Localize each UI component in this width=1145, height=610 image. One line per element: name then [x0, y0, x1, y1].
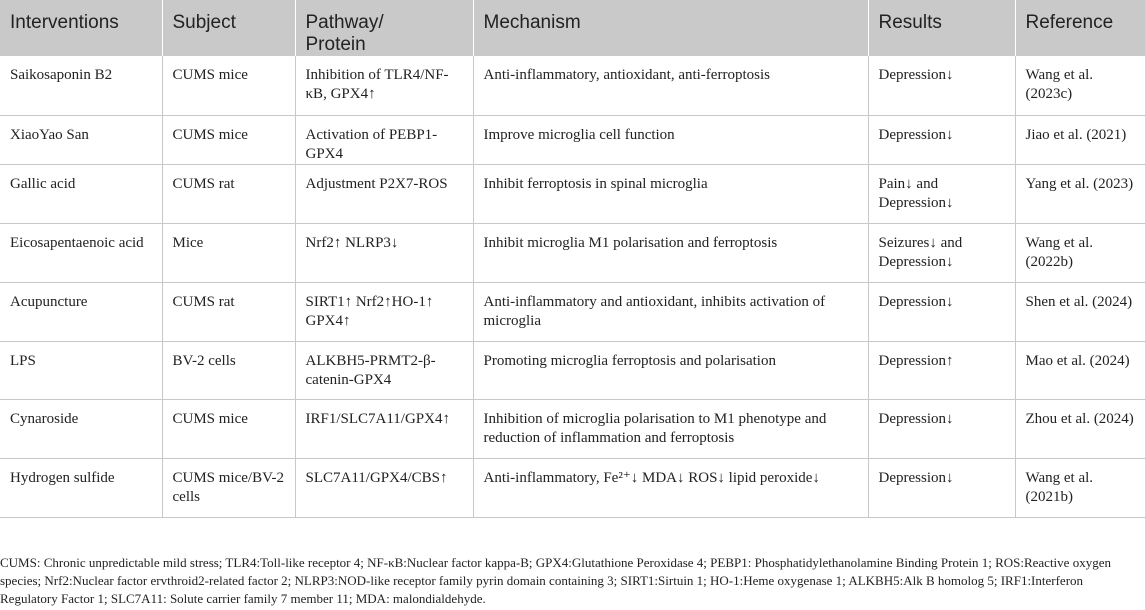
- header-interventions: Interventions: [0, 0, 162, 56]
- header-pathway-protein-text: Pathway/ Protein: [305, 12, 384, 55]
- cell-subject: BV-2 cells: [162, 341, 295, 399]
- table-footnote: CUMS: Chronic unpredictable mild stress; TLR4:Toll-like receptor 4; NF-κB:Nuclear factor kappa-B; GPX4:Glutathione Peroxidase 4; PEBP1: Phosphatidylethanolamine Binding Protein 1; ROS:Reactive oxygen species; Nrf2:Nuclear factor ervthroid2-related factor 2; NLRP3:NOD-like receptor family pyrin domain containing 3; SIRT1:Sirtuin 1; HO-1:Heme oxygenase 1; ALKBH5:Alk B homolog 5; IRF1:Interferon Regulatory Factor 1; SLC7A11: Solute carrier family 7 member 11; MDA: malondialdehyde.: [0, 555, 1111, 606]
- table-row: [0, 399, 1145, 458]
- cell-mechanism: Promoting microglia ferroptosis and polarisation: [473, 341, 868, 399]
- table-row: [0, 458, 1145, 517]
- cell-intervention: LPS: [0, 341, 162, 399]
- cell-subject: CUMS rat: [162, 164, 295, 223]
- cell-mechanism: Anti-inflammatory and antioxidant, inhibits activation of microglia: [473, 282, 868, 341]
- cell-reference: Jiao et al. (2021): [1015, 115, 1145, 164]
- table-row: [0, 223, 1145, 282]
- cell-intervention: Eicosapentaenoic acid: [0, 223, 162, 282]
- cell-results: Pain↓ and Depression↓: [868, 164, 1015, 223]
- cell-mechanism: Improve microglia cell function: [473, 115, 868, 164]
- header-mechanism: Mechanism: [473, 0, 868, 56]
- cell-reference: Wang et al. (2022b): [1015, 223, 1145, 282]
- header-pathway-protein: [295, 0, 473, 56]
- cell-results: Depression↓: [868, 458, 1015, 517]
- cell-intervention: Hydrogen sulfide: [0, 458, 162, 517]
- cell-pathway: Inhibition of TLR4/NF-κB, GPX4↑: [295, 56, 473, 115]
- cell-results: Depression↓: [868, 115, 1015, 164]
- cell-results: Depression↓: [868, 399, 1015, 458]
- cell-results: Depression↑: [868, 341, 1015, 399]
- cell-reference: Wang et al. (2021b): [1015, 458, 1145, 517]
- cell-subject: Mice: [162, 223, 295, 282]
- cell-pathway: Adjustment P2X7-ROS: [295, 164, 473, 223]
- cell-subject: CUMS mice: [162, 56, 295, 115]
- cell-results: Depression↓: [868, 56, 1015, 115]
- cell-pathway: SLC7A11/GPX4/CBS↑: [295, 458, 473, 517]
- cell-mechanism: Anti-inflammatory, antioxidant, anti-ferroptosis: [473, 56, 868, 115]
- cell-subject: CUMS mice: [162, 115, 295, 164]
- cell-results: Depression↓: [868, 282, 1015, 341]
- cell-intervention: Saikosaponin B2: [0, 56, 162, 115]
- cell-pathway: ALKBH5-PRMT2-β-catenin-GPX4: [295, 341, 473, 399]
- cell-results: Seizures↓ and Depression↓: [868, 223, 1015, 282]
- cell-reference: Yang et al. (2023): [1015, 164, 1145, 223]
- cell-mechanism: Anti-inflammatory, Fe²⁺↓ MDA↓ ROS↓ lipid peroxide↓: [473, 458, 868, 517]
- cell-pathway: IRF1/SLC7A11/GPX4↑: [295, 399, 473, 458]
- cell-pathway: Activation of PEBP1-GPX4: [295, 115, 473, 164]
- cell-intervention: XiaoYao San: [0, 115, 162, 164]
- cell-mechanism: Inhibit microglia M1 polarisation and ferroptosis: [473, 223, 868, 282]
- cell-reference: Wang et al. (2023c): [1015, 56, 1145, 115]
- cell-intervention: Gallic acid: [0, 164, 162, 223]
- table-row: [0, 56, 1145, 115]
- cell-reference: Zhou et al. (2024): [1015, 399, 1145, 458]
- cell-intervention: Cynaroside: [0, 399, 162, 458]
- table-row: [0, 282, 1145, 341]
- cell-subject: CUMS mice/BV-2 cells: [162, 458, 295, 517]
- cell-reference: Shen et al. (2024): [1015, 282, 1145, 341]
- table-row: [0, 341, 1145, 399]
- cell-reference: Mao et al. (2024): [1015, 341, 1145, 399]
- cell-mechanism: Inhibit ferroptosis in spinal microglia: [473, 164, 868, 223]
- header-results: Results: [868, 0, 1015, 56]
- cell-subject: CUMS rat: [162, 282, 295, 341]
- cell-subject: CUMS mice: [162, 399, 295, 458]
- cell-mechanism: Inhibition of microglia polarisation to M1 phenotype and reduction of inflammation and ferroptosis: [473, 399, 868, 458]
- header-reference: Reference: [1015, 0, 1145, 56]
- header-subject: Subject: [162, 0, 295, 56]
- table-row: [0, 115, 1145, 164]
- table-row: [0, 164, 1145, 223]
- cell-pathway: Nrf2↑ NLRP3↓: [295, 223, 473, 282]
- cell-intervention: Acupuncture: [0, 282, 162, 341]
- header-row: [0, 0, 1145, 56]
- cell-pathway: SIRT1↑ Nrf2↑HO-1↑ GPX4↑: [295, 282, 473, 341]
